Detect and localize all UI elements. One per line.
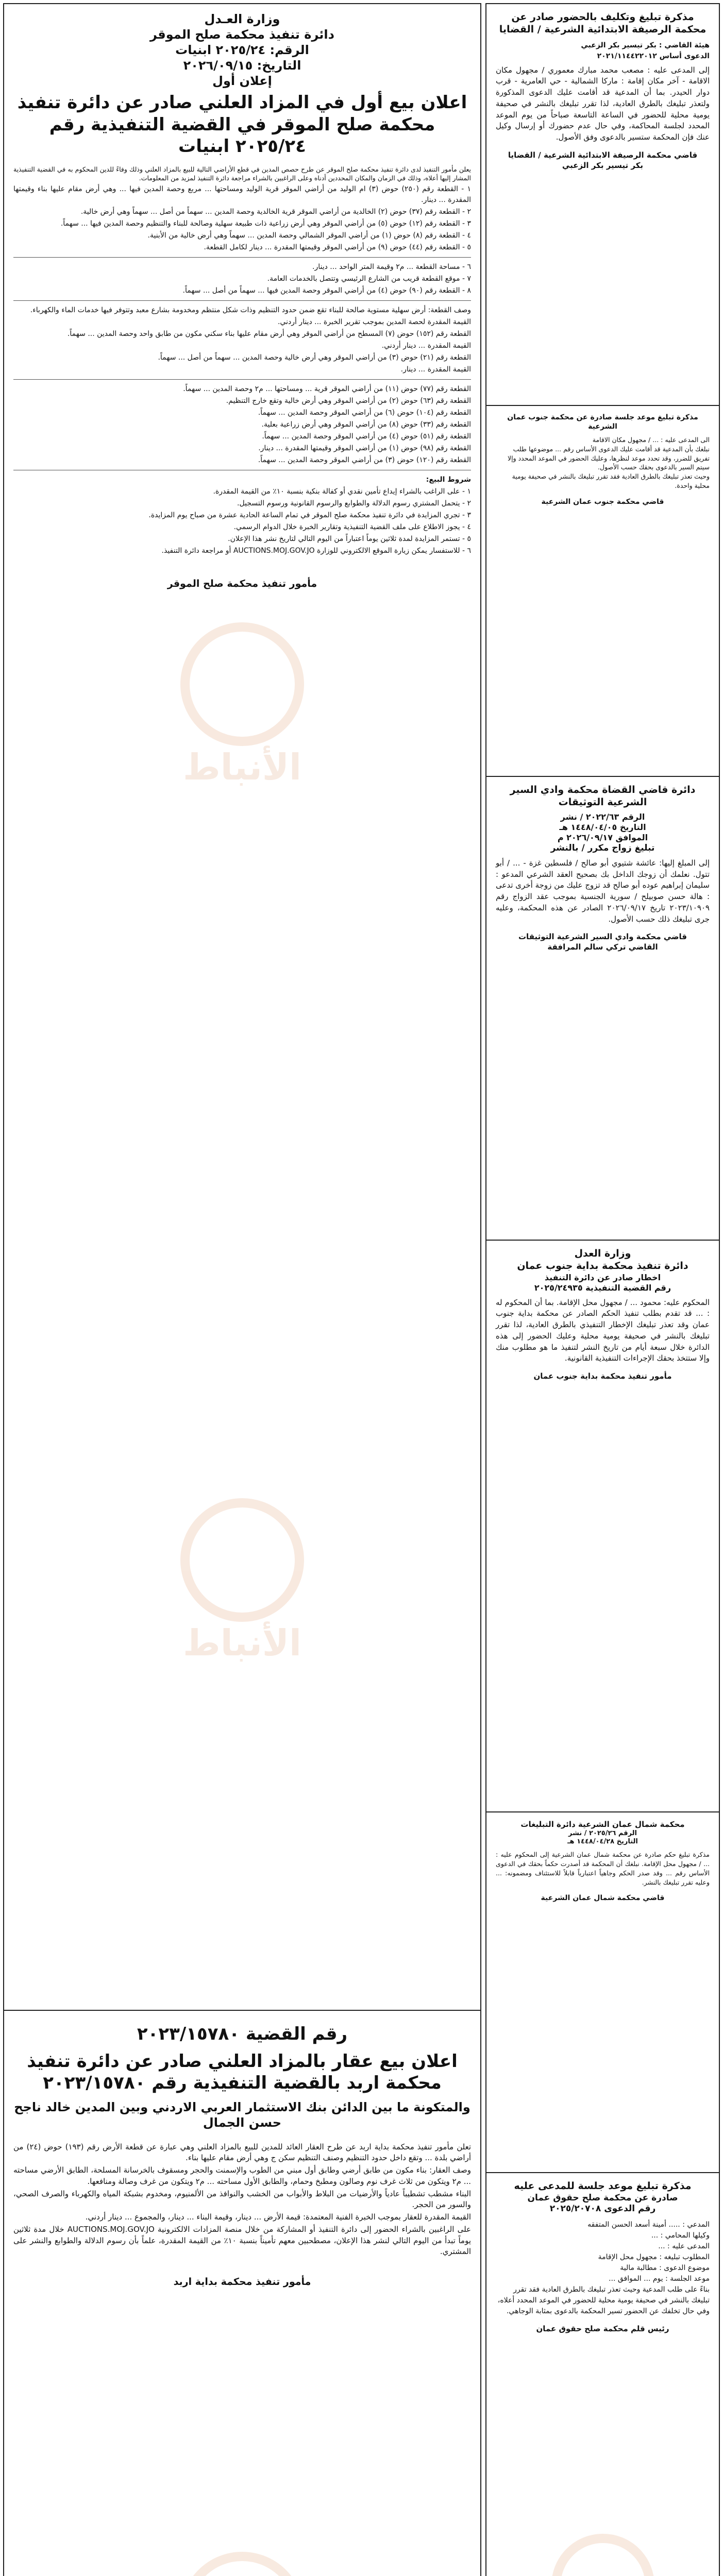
case-number: رقم القضية ٢٠٢٣/١٥٧٨٠: [137, 2024, 348, 2044]
notice-title: مذكرة تبليغ موعد جلسة للمدعى عليه: [514, 2180, 692, 2192]
parcel-description: القطعة رقم (١٥٢) حوض (٧) المسطح من أراضي الموقر وهي أرض مقام عليها بناء سكني مكون من طابق واحد وحصة المدين ... سهماً.: [67, 330, 471, 338]
body-paragraph: الى المدعى عليه : ... / مجهول مكان الاقامة: [592, 436, 710, 444]
watermark-emblem: [180, 622, 304, 788]
parcel-item: القطعة رقم (٦٣) حوض (٢) من أراضي الموقر وهي أرض خالية وتقع خارج التنظيم.: [226, 397, 471, 405]
judge-signature: القاضي تركي سالم المرافقة: [547, 942, 658, 952]
notice-body: المحكوم عليه: محمود ... / مجهول محل الإقامة. بما أن المحكوم له : ... قد تقدم بطلب تنفيذ الحكم الصادر عن محكمة بداية جنوب عمان وقد تعذر تبليغك الإخطار التنفيذي بالطرق العادية، لذا تقرر تبليغك بالنشر في صحيفة يومية محلية وعليك الحضور إلى هذه الدائرة خلال سبعة أيام من تاريخ النشر لتنفيذ ما هو مطلوب منك وإلا ستتخذ بحقك الإجراءات التنفيذية القانونية.: [496, 1297, 710, 1363]
parcel-item: القطعة رقم (١٢٠) حوض (٣) من أراضي الموقر وحصة المدين ... سهماً.: [258, 456, 471, 464]
parcel-item: ٣ - القطعة رقم (١٢) حوض (٥) من أراضي الموقر وهي أرض زراعية ذات طبيعة سهلية وصالحة للبناء والتنظيم وحصة المدين فيها ... سهماً.: [60, 219, 471, 228]
emblem-icon: [180, 622, 304, 746]
emblem-icon: [180, 1498, 304, 1622]
body-line: موضوع الدعوى : مطالبة مالية: [620, 2264, 710, 2273]
parcel-detail: ٨ - القطعة رقم (٩٠) حوض (٤) من أراضي الموقر وحصة المدين فيها ... سهماً من أصل ... سهماً.: [182, 286, 471, 295]
body-line: المدعى عليه : ...: [658, 2242, 710, 2251]
judge-signature: بكر تيسير بكر الزعبي: [562, 160, 644, 170]
parcel-item: ٢ - القطعة رقم (٣٧) حوض (٢) الخالدية من أراضي الموقر قرية الخالدية وحصة المدين ... سهماً من أصل ... سهماً وهي أرض خالية.: [80, 208, 471, 216]
parcel-detail: ٧ - موقع القطعة قريب من الشارع الرئيسي وتتصل بالخدمات العامة.: [267, 275, 471, 283]
notice-title: محكمة شمال عمان الشرعية دائرة التبليغات: [520, 1820, 685, 1829]
parcel-description: القيمة المقدرة ... دينار أردني.: [381, 342, 471, 350]
ministry-title: وزارة العـدل: [204, 12, 280, 26]
notice-body: إلى المبلغ إليها: عائشة شتيوي أبو صالح / فلسطين غزة - ... / أبو تتول. نعلمك أن زوجك الداخل بك بصحيح العقد الشرعي المدعو : سليمان إبراهيم عوده أبو صالح قد تزوج عليك من زوجة أخرى تدعى : هالة حسن صوبيلح / سورية الجنسية بموجب عقد الزواج رقم ٢٠٢٣/١٠٩٠٩ تاريخ ٢٠٢٦/٠٩/١٧ الصادر عن هذه المحكمة، وعليه جرى تبليغك ذلك حسب الأصول.: [496, 858, 710, 924]
conditions-title: شروط البيع:: [426, 476, 471, 484]
reference-number: الرقم ٢٠٢٥/٢٦ / نشر: [568, 1829, 637, 1837]
notice-body: مذكرة تبليغ حكم صادرة عن محكمة شمال عمان الشرعية إلى المحكوم عليه : ... / مجهول محل الإقامة. نبلغك أن المحكمة قد أصدرت حكماً بحقك في الدعوى الأساس رقم ... وقد صدر الحكم وجاهياً اعتبارياً قابلاً للاستئناف ومضمونه: ... وعليه تقرر تبليغك بالنشر.: [496, 1851, 710, 1886]
notice-label: إعلان أول: [212, 74, 272, 88]
hijri-date: التاريخ ١٤٤٨/٠٤/٠٥ هـ: [559, 822, 646, 832]
signature: قاضي محكمة شمال عمان الشرعية: [541, 1894, 665, 1903]
side-column: [485, 3, 720, 2576]
main-column: [3, 3, 481, 2576]
emblem-icon: [180, 2552, 304, 2576]
body-line: المدعي : ..... أمينة أسعد الحسن المتفقه: [587, 2221, 710, 2229]
body-paragraph: على الراغبين بالشراء الحضور إلى دائرة التنفيذ أو المشاركة من خلال منصة المزادات الالكترونية AUCTIONS.MOJ.GOV.JO خلال مدة ثلاثين يوماً تبدأ من اليوم التالي لنشر هذا الإعلان، مصطحبين معهم تأميناً بنسبة ١٠٪ من القيمة المقدرة، علماً بأن رسوم الدلالة والطوابع والنشر على المشتري.: [13, 2224, 472, 2257]
body-paragraph: تعلن مأمور تنفيذ محكمة بداية اربد عن طرح العقار العائد للمدين للبيع بالمزاد العلني وهي عبارة عن قطعة الأرض رقم (١٩٣) حوض (٢٤) من أراضي بلدة ... وتقع داخل حدود التنظيم وصنف التنظيم سكن ج وهي أرض مقام عليها بناء.: [13, 2142, 471, 2163]
notice-body: [13, 2142, 471, 2258]
notice-date: التاريخ: ٢٠٢٦/٠٩/١٥: [183, 58, 301, 73]
case-number: رقم القضية التنفيذية ٢٠٢٥/٢٤٩٣٥: [534, 1282, 671, 1293]
parcel-item: القطعة رقم (٧٧) حوض (١١) من أراضي الموقر قرية ... ومساحتها ... م٢ وحصة المدين ... سهماً.: [183, 385, 471, 393]
body-paragraph: القيمة المقدرة للعقار بموجب الخبرة الفنية المعتمدة: قيمة الأرض ... دينار، وقيمة البناء ... دينار، والمجموع ... دينار أردني.: [85, 2212, 471, 2222]
parcel-item: القطعة رقم (٩٨) حوض (١) من أراضي الموقر وقيمتها المقدرة ... دينار.: [258, 444, 471, 452]
notice-north-amman: [486, 1812, 719, 2173]
conditions-list: [13, 486, 471, 556]
auction-headline: اعلان بيع عقار بالمزاد العلني صادر عن دائرة تنفيذ محكمة اربد بالقضية التنفيذية رقم ٢٠٢٣/١٥٧٨٠: [27, 2050, 458, 2093]
watermark-emblem: [180, 2552, 304, 2576]
notice-subtitle: اخطار صادر عن دائرة التنفيذ: [544, 1272, 661, 1282]
parcel-description: وصف القطعة: أرض سهلية مستوية صالحة للبناء تقع ضمن حدود التنظيم وذات شكل منتظم ومخدومة بشارع معبد وتتوفر فيها خدمات الماء والكهرباء.: [30, 306, 471, 314]
notice-south-amman-execution: [486, 1241, 719, 1812]
notice-subject: تبليغ زواج مكرر / بالنشر: [550, 842, 655, 853]
notice-wadi-alseer: [486, 777, 719, 1241]
notice-title: مذكرة تبليغ موعد جلسة صادرة عن محكمة جنوب عمان الشرعية: [507, 413, 698, 431]
watermark-text: الأنباط: [183, 1622, 301, 1664]
auction-notice-muwaqqar: [4, 4, 480, 2011]
parcel-description: القطعة رقم (٢١) حوض (٣) من أراضي الموقر وهي أرض خالية وحصة المدين ... سهماً من أصل ... سهماً.: [158, 353, 471, 362]
gregorian-date: الموافق ٢٠٢٦/٠٩/١٧ م: [557, 832, 648, 842]
body-paragraph: نبلغك بأن المدعية قد أقامت عليك الدعوى الأساس رقم ... موضوعها طلب تفريق للضرر، وقد تحدد موعد لنظرها، وعليك الحضور في الموعد المحدد وإلا سيتم السير بالدعوى بحقك حسب الأصول.: [508, 445, 710, 471]
department-title: دائرة تنفيذ محكمة بداية جنوب عمان: [517, 1260, 688, 1272]
signature: قاضي محكمة جنوب عمان الشرعية: [541, 497, 664, 506]
signature: مأمور تنفيذ محكمة بداية اربد: [173, 2276, 311, 2287]
body-line: وكيلها المحامي : ...: [651, 2231, 710, 2240]
parcel-item: القطعة رقم (٥١) حوض (٤) من أراضي الموقر وحصة المدين ... سهماً.: [262, 432, 471, 440]
notice-title: مذكرة تبليغ وتكليف بالحضور صادر عن محكمة الرصيفة الابتدائية الشرعية / القضايا: [499, 11, 707, 35]
body-paragraph: وحيث تعذر تبليغك بالطرق العادية فقد تقرر تبليغك بالنشر في صحيفة يومية محلية واحدة.: [512, 472, 710, 489]
parcel-description: القيمة المقدرة ... دينار.: [400, 365, 471, 374]
watermark-emblem-2: [180, 1498, 304, 1664]
reference-number: الرقم: ٢٠٢٥/٢٤ ابنيات: [175, 43, 309, 57]
case-number: رقم الدعوى ٢٠٢٥/٢٠٧٠٨: [549, 2204, 656, 2214]
parcel-item: ٥ - القطعة رقم (٤٤) حوض (٩) من أراضي الموقر وقيمتها المقدرة ... دينار لكامل القطعة.: [204, 243, 471, 251]
condition-item: ٢ - يتحمل المشتري رسوم الدلالة والطوابع والرسوم القانونية ورسوم التسجيل.: [237, 499, 471, 507]
emblem-icon: [551, 2534, 654, 2576]
court-signature: قاضي محكمة وادي السير الشرعية التوثيقات: [518, 932, 687, 942]
condition-item: ٥ - تستمر المزايدة لمدة ثلاثين يوماً اعتباراً من اليوم التالي لتاريخ نشر هذا الإعلان.: [228, 535, 471, 543]
parcel-details: [13, 262, 471, 296]
body-paragraph: البناء مشطب تشطيباً عادياً والأرضيات من البلاط والأبواب من الخشب والنوافذ من الألمنيوم، ومخدوم بشبكة المياه والكهرباء والصرف الصحي، والسور من الحجر.: [13, 2189, 471, 2210]
notice-rusaifa: [486, 4, 719, 406]
case-number: الدعوى أساس ٢٠٢١/١١٤٤٢٢٠١٢: [597, 52, 710, 60]
notice-subtitle: صادرة عن محكمة صلح حقوق عمان: [527, 2192, 678, 2203]
parcel-item: ٤ - القطعة رقم (٨) حوض (١) من أراضي الموقر الشمالي وحصة المدين ... سهماً وهي أرض خالية من الأبنية.: [147, 231, 471, 240]
notice-title: دائرة قاضي القضاة محكمة وادي السير الشرعية التوثيقات: [510, 784, 696, 808]
signature: رئيس قلم محكمة صلح حقوق عمان: [536, 2324, 669, 2334]
notice-body: [496, 2219, 710, 2317]
notice-body: [496, 435, 710, 490]
notice-amman-magistrate: [486, 2173, 719, 2576]
notice-date: التاريخ ١٤٤٨/٠٤/٢٨ هـ: [567, 1838, 638, 1845]
body-line: موعد الجلسة : يوم ... الموافق ...: [609, 2275, 710, 2283]
reference-number: الرقم ٢٠٢٢/٦٣ / نشر: [560, 811, 645, 822]
signature: مأمور تنفيذ محكمة بداية جنوب عمان: [533, 1371, 672, 1381]
judge-panel: هيئة القاضي : بكر تيسير بكر الزعبي: [581, 41, 710, 49]
signature: مأمور تنفيذ محكمة صلح الموقر: [167, 578, 317, 589]
parcel-detail: ٦ - مساحة القطعة ... م٢ وقيمة المتر الواحد ... دينار.: [312, 263, 471, 271]
intro-paragraph: يعلن مأمور التنفيذ لدى دائرة تنفيذ محكمة صلح الموقر عن طرح حصص المدين في قطع الأراضي التالية للبيع بالمزاد العلني وذلك وفاءً للدين المحكوم به في القضية التنفيذية المشار إليها أعلاه، وذلك في الزمان والمكان المحددين أدناه وعلى الراغبين بالشراء مراجعة دائرة التنفيذ لمزيد من المعلومات.: [13, 165, 471, 182]
watermark-text: الأنباط: [183, 746, 301, 788]
additional-parcels: [13, 384, 471, 466]
watermark-emblem: [551, 2534, 654, 2576]
condition-item: ٣ - تجري المزايدة في دائرة تنفيذ محكمة صلح الموقر في تمام الساعة الحادية عشرة من صباح يوم المزايدة.: [148, 511, 471, 519]
condition-item: ٤ - يجوز الاطلاع على ملف القضية التنفيذية وتقارير الخبرة خلال الدوام الرسمي.: [233, 523, 471, 531]
auction-notice-irbid: [4, 2011, 480, 2576]
court-name: قاضي محكمة الرصيفة الابتدائية الشرعية / القضايا: [508, 150, 698, 160]
notice-south-amman: [486, 406, 719, 777]
body-line: المطلوب تبليغه : مجهول محل الإقامة: [598, 2253, 710, 2262]
body-paragraph: وصف العقار: بناء مكون من طابق أرضي وطابق أول مبني من الطوب والإسمنت والحجر ومسقوف بالخرسانة المسلحة، الطابق الأرضي مساحته ... م٢ ويتكون من ثلاث غرف نوم وصالون ومطبخ وحمام، والطابق الأول مساحته ... م٢ ويتكون من غرف وصالة ومنافعها.: [13, 2165, 471, 2186]
parcel-item: ١ - القطعة رقم (٢٥٠) حوض (٣) ام الوليد من أراضي الموقر قرية الوليد ومساحتها ... مربع وحصة المدين فيها ... وهي أرض مقام عليها بناء وقيمتها المقدرة ... دينار.: [13, 185, 471, 204]
parcel-descriptions: [13, 305, 471, 375]
condition-item: ١ - على الراغب بالشراء إيداع تأمين نقدي أو كفالة بنكية بنسبة ١٠٪ من القيمة المقدرة.: [213, 487, 471, 496]
parties: والمتكونة ما بين الدائن بنك الاستثمار العربي الاردني وبين المدين خالد ناجح حسن الجمال: [14, 2099, 470, 2130]
parcel-list: [13, 184, 471, 253]
notice-body: إلى المدعى عليه : مصعب محمد مبارك معموري / مجهول مكان الاقامة - آخر مكان إقامة : ماركا الشمالية - حي العامرية - قرب دوار الحيدر. بما أن المدعية قد أقامت عليك الدعوى المذكورة ولتعذر تبليغك بالطرق العادية، لذا تقرر تبليغك بالنشر في صحيفة يومية محلية للحضور في الساعة التاسعة صباحاً من يوم الموعد المحدد لجلسة المحاكمة، وفي حال عدم حضورك أو إرسال وكيل عنك فإن المحكمة ستسير بالدعوى وفق الأصول.: [496, 65, 710, 142]
parcel-description: القيمة المقدرة لحصة المدين بموجب تقرير الخبرة ... دينار أردني.: [277, 318, 471, 326]
condition-item: ٦ - للاستفسار يمكن زيارة الموقع الالكتروني للوزارة AUCTIONS.MOJ.GOV.JO أو مراجعة دائرة التنفيذ.: [161, 547, 471, 555]
parcel-item: القطعة رقم (٣٣) حوض (٨) من أراضي الموقر وهي أرض زراعية بعلية.: [261, 420, 471, 429]
body-line: بناءً على طلب المدعية وحيث تعذر تبليغك بالطرق العادية فقد تقرر تبليغك بالنشر في صحيفة يومية محلية للحضور في الموعد المحدد أعلاه، وفي حال تخلفك عن الحضور تسير المحكمة بالدعوى بمثابة الوجاهي.: [497, 2285, 710, 2316]
auction-headline: اعلان بيع أول في المزاد العلني صادر عن دائرة تنفيذ محكمة صلح الموقر في القضية التنفيذية رقم ٢٠٢٥/٢٤ ابنيات: [17, 92, 467, 157]
ministry-title: وزارة العدل: [574, 1248, 631, 1259]
parcel-item: القطعة رقم (١٠٤) حوض (٦) من أراضي الموقر وحصة المدين ... سهماً.: [258, 409, 471, 417]
department-title: دائرة تنفيذ محكمة صلح الموقر: [150, 27, 334, 42]
